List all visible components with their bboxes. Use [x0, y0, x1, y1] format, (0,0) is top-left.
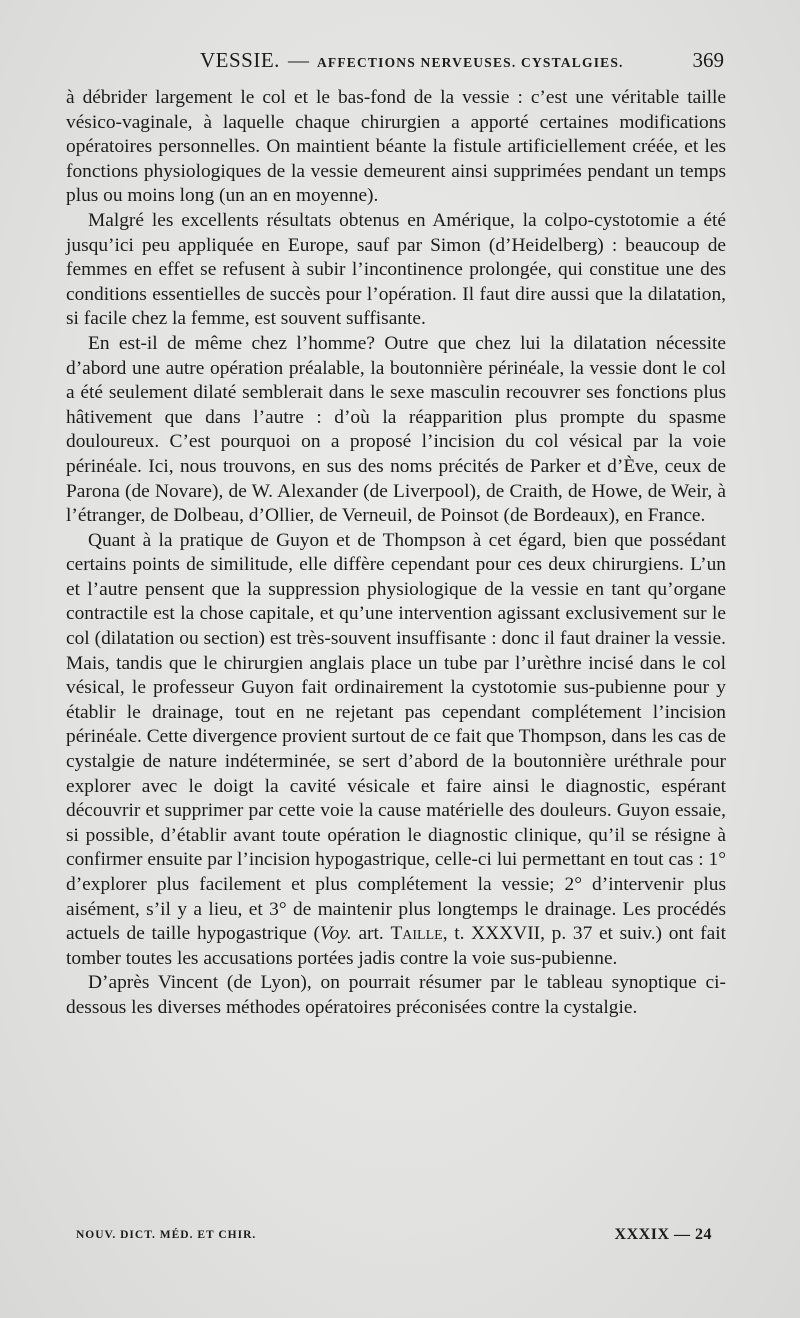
footer-volume-sheet: XXXIX — 24: [614, 1226, 712, 1243]
paragraph-4-ref-smallcaps: Taille: [390, 923, 443, 945]
paragraph-4-text: Quant à la pratique de Guyon et de Thompson à cet égard, bien que possédant certains points de similitude, elle diffère cependant pour ces deux chirurgiens. L’un et l’autre pensent que la suppression physiologique de la vessie en tant qu’organe contractile est la chose capitale, et qu’une intervention agissant exclusivement sur le col (dilatation ou section) est très-souvent insuffisante : donc il faut drainer la vessie. Mais, tandis que le chirurgien anglais place un tube par l’urèthre incisé dans le col vésical, le professeur Guyon fait ordinairement la cystotomie sus-pubienne pour y établir le drainage, tout en ne rejetant pas cependant complétement l’incision périnéale. Cette divergence provient surtout de ce fait que Thompson, dans les cas de cystalgie de nature indéterminée, se sert d’abord de la boutonnière uréthrale pour explorer avec le doigt la cavité vésicale et faire ainsi le diagnostic, espérant découvrir et supprimer par cette voie la cause matérielle des douleurs. Guyon essaie, si possible, d’établir avant toute opération le diagnostic clinique, qu’il se résigne à confirmer ensuite par l’incision hypogastrique, celle-ci lui permettant en tout cas : 1° d’explorer plus facilement et plus complétement la vessie; 2° d’intervenir plus aisément, s’il y a lieu, et 3° de maintenir plus longtemps le drainage. Les procédés actuels de taille hypogastrique (: [66, 529, 726, 945]
running-title-main: VESSIE.: [200, 48, 280, 72]
book-page: [66, 0, 726, 1318]
page-number: 369: [692, 48, 724, 72]
running-title-dash: —: [287, 48, 309, 72]
running-title-subtitle: AFFECTIONS NERVEUSES. CYSTALGIES.: [316, 55, 624, 70]
paragraph-4: [66, 529, 726, 972]
running-title: [200, 48, 624, 73]
running-header: [66, 48, 726, 78]
footer-signature: NOUV. DICT. MÉD. ET CHIR.: [76, 1229, 257, 1241]
paragraph-5: D’après Vincent (de Lyon), on pourrait résumer par le tableau synoptique ci-dessous les diverses méthodes opératoires préconisées contre la cystalgie.: [66, 972, 726, 1018]
paragraph-3: En est-il de même chez l’homme? Outre que chez lui la dilatation nécessite d’abord une autre opération préalable, la boutonnière périnéale, la vessie dont le col a été seulement dilaté semblerait dans le sexe masculin recouvrer ses fonctions plus hâtivement que dans l’autre : d’où la réapparition plus prompte du spasme douloureux. C’est pourquoi on a proposé l’incision du col vésical par la voie périnéale. Ici, nous trouvons, en sus des noms précités de Parker et d’Ève, ceux de Parona (de Novare), de W. Alexander (de Liverpool), de Craith, de Howe, de Weir, à l’étranger, de Dolbeau, d’Ollier, de Verneuil, de Poinsot (de Bordeaux), en France.: [66, 332, 726, 527]
paragraph-1: à débrider largement le col et le bas-fond de la vessie : c’est une véritable taille vésico-vaginale, à laquelle chaque chirurgien a apporté certaines modifications opératoires personnelles. On maintient béante la fistule artificiellement créée, et les fonctions physiologiques de la vessie demeurent ainsi supprimées pendant un temps plus ou moins long (un an en moyenne).: [66, 87, 726, 207]
paragraph-4-ref-italic: Voy.: [319, 923, 352, 945]
page-footer: [66, 1226, 726, 1250]
paragraph-4-text-after: , t. XXXVII, p. 37 et suiv.) ont fait tomber toutes les accusations portées jadis contre la voie sus-pubienne.: [66, 923, 726, 969]
paragraph-2: Malgré les excellents résultats obtenus en Amérique, la colpo-cystotomie a été jusqu’ici peu appliquée en Europe, sauf par Simon (d’Heidelberg) : beaucoup de femmes en effet se refusent à subir l’incontinence prolongée, qui constitue une des conditions essentielles de succès pour l’opération. Il faut dire aussi que la dilatation, si facile chez la femme, est souvent suffisante.: [66, 209, 726, 330]
paragraph-4-ref-mid: art.: [351, 923, 391, 945]
body-text: [66, 86, 726, 1021]
